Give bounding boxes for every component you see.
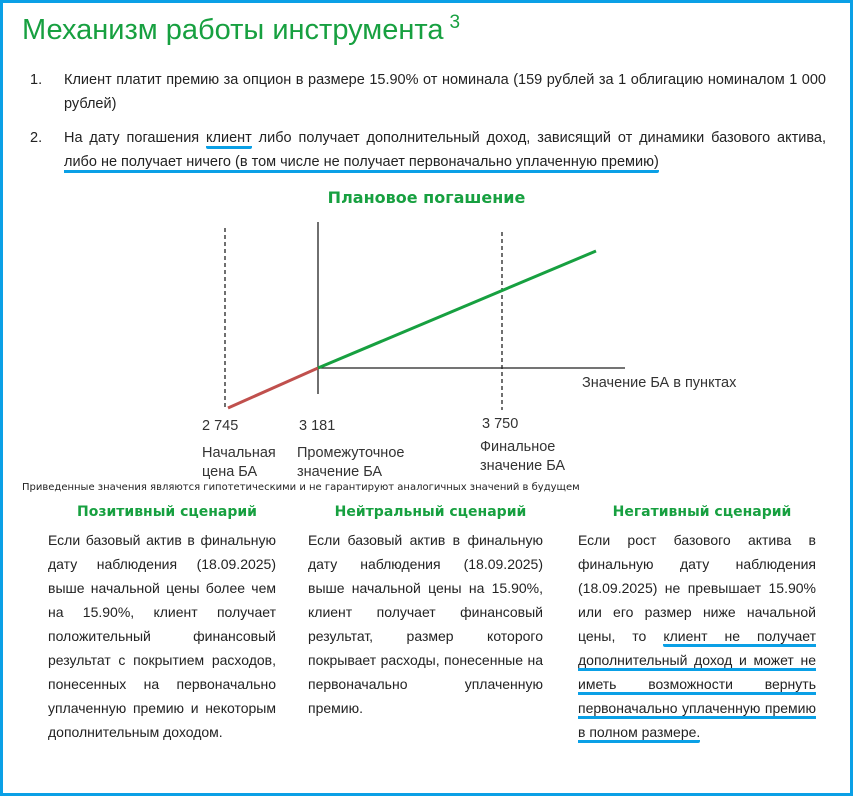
scenario-positive	[48, 500, 286, 744]
scenario-title: Позитивный сценарий	[76, 504, 257, 520]
disclaimer: Приведенные значения являются гипотетическими и не гарантируют аналогичных значений в будущем	[22, 482, 580, 493]
page-title: Механизм работы инструмента $^3$	[22, 12, 461, 46]
item-text: На дату погашения клиент либо получает дополнительный доход, зависящий от динамики базового актива, либо не получает ничего (в том числе не получает первоначально уплаченную премию)	[64, 126, 826, 174]
item-text: Клиент платит премию за опцион в размере 15.90% от номинала (159 рублей за 1 облигацию номиналом 1 000 рублей)	[64, 72, 826, 112]
tick-label: 2 745	[202, 418, 239, 434]
tick-label: 3 181	[299, 418, 336, 434]
scenario-neutral	[308, 500, 553, 720]
scenario-negative	[578, 500, 826, 744]
point-label: Начальная цена БА	[202, 445, 276, 480]
x-axis-label: Значение БА в пунктах	[582, 375, 737, 391]
scenario-title: Нейтральный сценарий	[334, 504, 527, 520]
item-number: 1.	[30, 72, 43, 88]
point-label: Промежуточное значение БА	[297, 445, 405, 480]
scenario-text: Если базовый актив в финальную дату наблюдения (18.09.2025) выше начальной цены более чем на 15.90%, клиент получает положительный финансовый результат с покрытием расходов, понесенных на первоначально уплаченную премию и некоторым дополнительным доходом.	[48, 532, 276, 740]
item-number: 2.	[30, 130, 43, 146]
loss-line	[228, 368, 318, 408]
scenario-text: Если рост базового актива в финальную дату наблюдения (18.09.2025) не превышает 15.90% или его размер ниже начальной цены, то клиент не получает дополнительный доход и может не иметь возможности вернуть первоначально уплаченную премию в полном размере.	[578, 528, 826, 744]
tick-label: 3 750	[482, 416, 519, 432]
scenario-text: Если базовый актив в финальную дату наблюдения (18.09.2025) выше начальной цены на 15.90%, клиент получает финансовый результат, размер которого покрывает расходы, понесенные на первоначально уплаченную премию.	[308, 532, 543, 716]
scenario-title: Негативный сценарий	[612, 504, 792, 520]
chart-title: Плановое погашение	[327, 188, 526, 207]
point-label: Финальное значение БА	[480, 439, 566, 474]
footnote-ref: 3	[449, 12, 461, 33]
gain-line	[318, 251, 596, 368]
